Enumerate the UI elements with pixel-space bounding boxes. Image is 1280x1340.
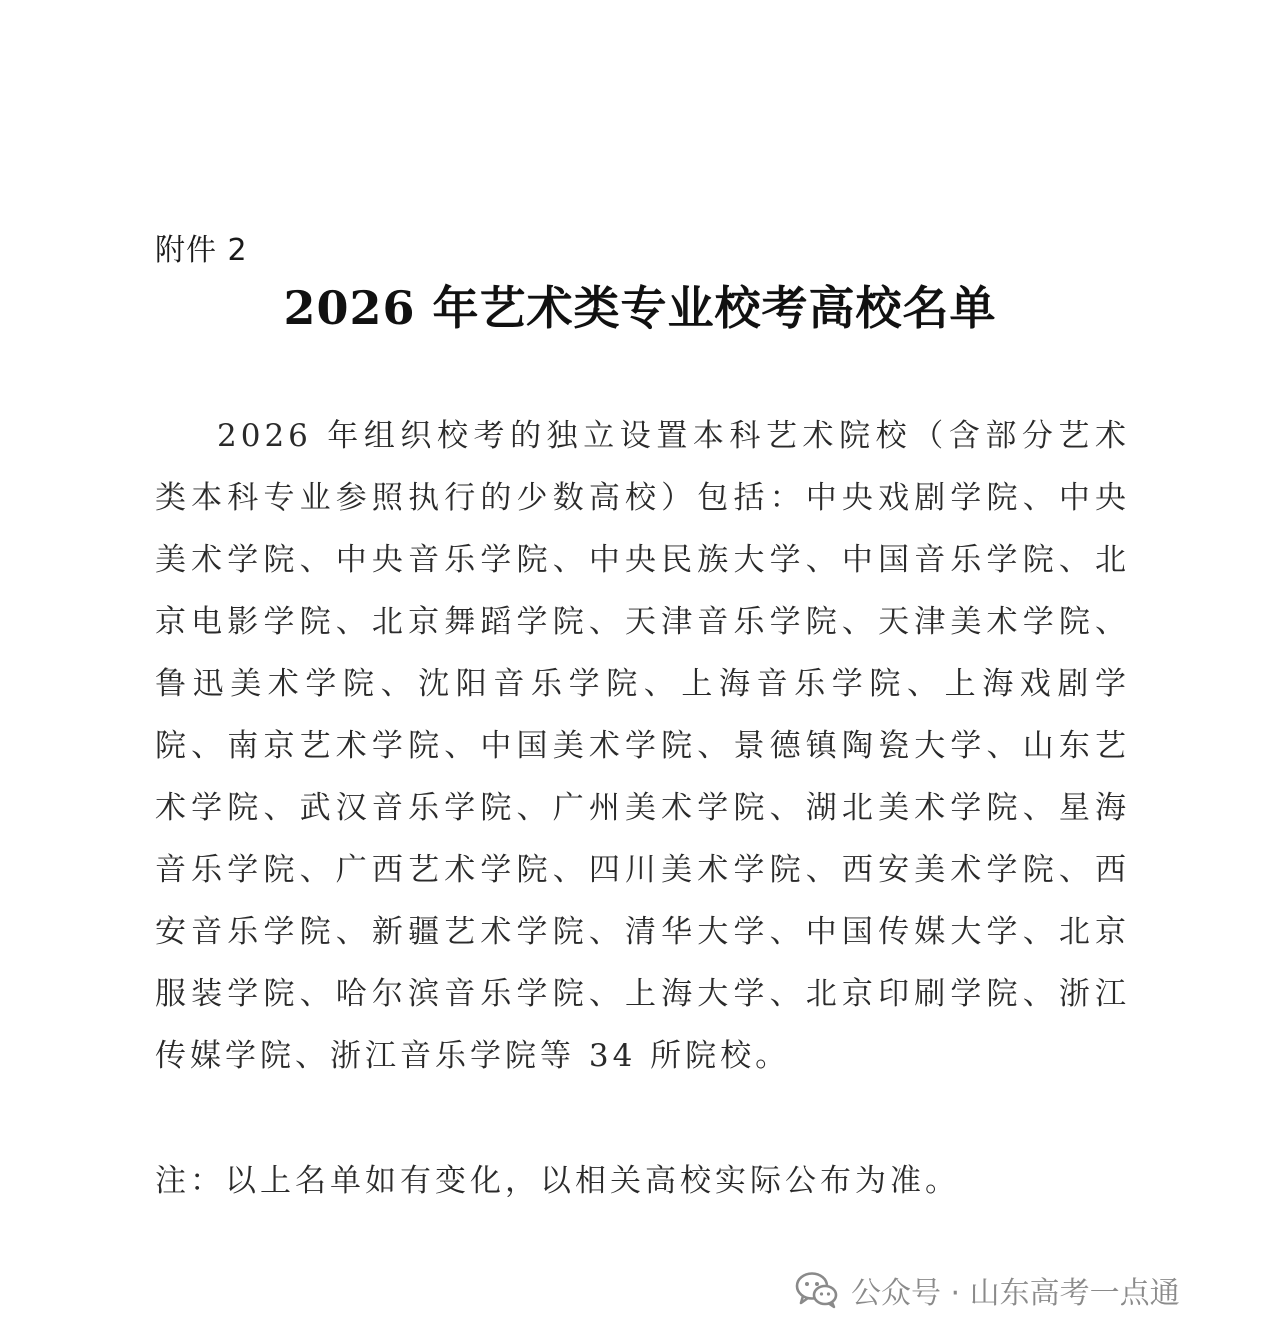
body-paragraph: 2026 年组织校考的独立设置本科艺术院校（含部分艺术类本科专业参照执行的少数高校）包括：中央戏剧学院、中央美术学院、中央音乐学院、中央民族大学、中国音乐学院、北京电影学院、北京舞蹈学院、天津音乐学院、天津美术学院、鲁迅美术学院、沈阳音乐学院、上海音乐学院、上海戏剧学院、南京艺术学院、中国美术学院、景德镇陶瓷大学、山东艺术学院、武汉音乐学院、广州美术学院、湖北美术学院、星海音乐学院、广西艺术学院、四川美术学院、西安美术学院、西安音乐学院、新疆艺术学院、清华大学、中国传媒大学、北京服装学院、哈尔滨音乐学院、上海大学、北京印刷学院、浙江传媒学院、浙江音乐学院等 34 所院校。	[155, 418, 1130, 1074]
watermark	[795, 1268, 1180, 1312]
document-title: 2026 年艺术类专业校考高校名单	[283, 281, 997, 335]
attachment-label: 附件 2	[155, 233, 248, 268]
note-paragraph: 注：以上名单如有变化，以相关高校实际公布为准。	[155, 1163, 960, 1199]
watermark-text: 公众号 · 山东高考一点通	[851, 1276, 1180, 1311]
wechat-icon	[795, 1270, 839, 1310]
